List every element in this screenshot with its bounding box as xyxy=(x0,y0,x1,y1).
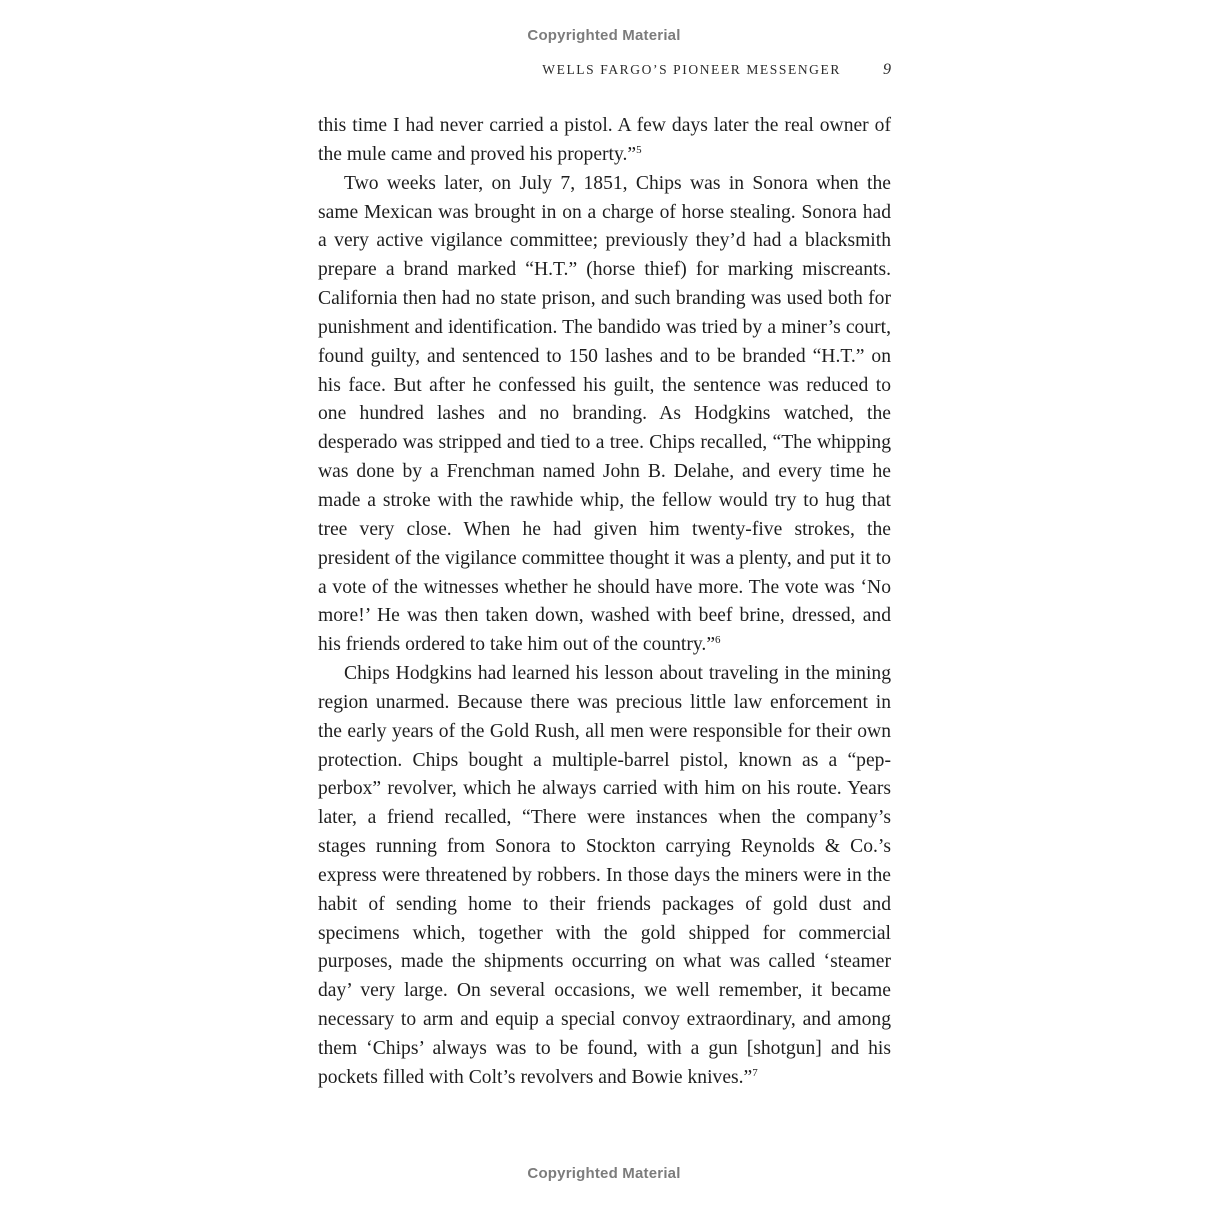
footnote-reference: 7 xyxy=(752,1066,758,1079)
paragraph-text: Chips Hodgkins had learned his lesson about traveling in the mining region unarmed. Because there was precious little law enforcement in the early years of the Gold Rush, all men were responsible for their own protection. Chips bought a multiple-barrel pistol, known as a “pepperbox” revolver, which he always carried with him on his route. Years later, a friend recalled, “There were instances when the company’s stages running from Sonora to Stockton carrying Reynolds & Co.’s express were threatened by robbers. In those days the miners were in the habit of sending home to their friends packages of gold dust and specimens which, together with the gold shipped for commercial purposes, made the shipments occurring on what was called ‘steamer day’ very large. On several occasions, we well remember, it became necessary to arm and equip a special convoy extraordinary, and among them ‘Chips’ always was to be found, with a gun [shotgun] and his pockets filled with Colt’s revolvers and Bowie knives.” xyxy=(318,663,891,1088)
paragraph-2 xyxy=(318,170,891,660)
footnote-reference: 6 xyxy=(715,634,721,647)
body-text xyxy=(318,112,891,1093)
paragraph-1 xyxy=(318,112,891,170)
running-head xyxy=(318,62,891,84)
page-number: 9 xyxy=(883,61,891,78)
paragraph-text: this time I had never carried a pistol. A few days later the real owner of the mule came and proved his property.” xyxy=(318,115,891,165)
running-head-title: WELLS FARGO’S PIONEER MESSENGER xyxy=(542,62,841,77)
footnote-reference: 5 xyxy=(636,143,642,156)
paragraph-text: Two weeks later, on July 7, 1851, Chips was in Sonora when the same Mexican was brought in on a charge of horse stealing. Sonora had a very active vigilance committee; previously they’d had a blacksmith prepare a brand marked “H.T.” (horse thief) for marking miscreants. California then had no state prison, and such branding was used both for punishment and identification. The bandido was tried by a miner’s court, found guilty, and sentenced to 150 lashes and to be branded “H.T.” on his face. But after he confessed his guilt, the sentence was reduced to one hundred lashes and no branding. As Hodgkins watched, the desperado was stripped and tied to a tree. Chips recalled, “The whipping was done by a Frenchman named John B. Delahe, and every time he made a stroke with the rawhide whip, the fellow would try to hug that tree very close. When he had given him twenty-five strokes, the president of the vigilance committee thought it was a plenty, and put it to a vote of the witnesses whether he should have more. The vote was ‘No more!’ He was then taken down, washed with beef brine, dressed, and his friends ordered to take him out of the country.” xyxy=(318,172,891,656)
copyright-watermark-top: Copyrighted Material xyxy=(527,27,681,44)
copyright-watermark-bottom: Copyrighted Material xyxy=(527,1165,681,1182)
paragraph-3 xyxy=(318,660,891,1093)
